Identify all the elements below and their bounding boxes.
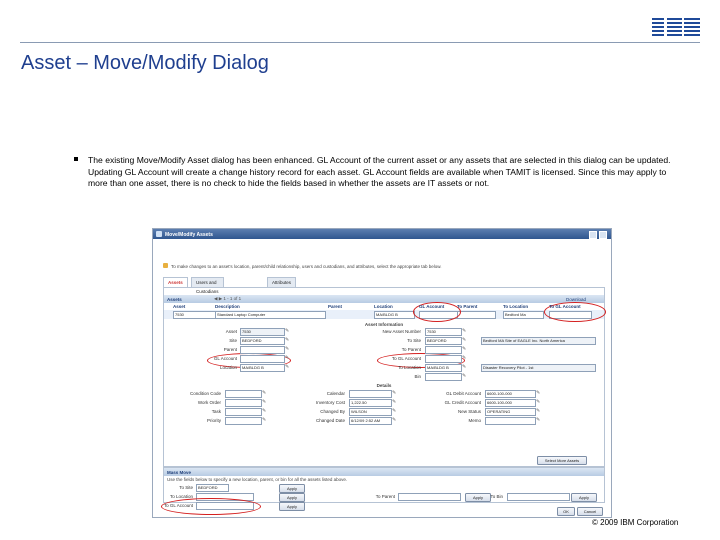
info-field[interactable]: BEDFORD <box>240 337 285 345</box>
bullet-item <box>74 155 684 190</box>
edit-icon[interactable]: ✎ <box>285 355 290 361</box>
info-field[interactable] <box>240 346 285 354</box>
row-description[interactable]: Standard Laptop Computer <box>215 311 326 319</box>
edit-icon[interactable]: ✎ <box>392 417 397 423</box>
edit-icon[interactable]: ✎ <box>262 417 267 423</box>
ok-button[interactable]: OK <box>557 507 575 516</box>
edit-icon[interactable]: ✎ <box>392 399 397 405</box>
detail-label: GL Credit Account <box>444 400 481 405</box>
info-description: Bedford MA Site of EAGLE Inc. North America <box>481 337 596 345</box>
info-label: Site <box>229 338 237 343</box>
row-to-location[interactable]: Bedford Ma <box>503 311 544 319</box>
apply-parent-button[interactable]: Apply <box>465 493 491 502</box>
minimize-icon[interactable] <box>589 231 597 239</box>
download-link[interactable]: Download <box>566 297 587 302</box>
detail-label: Changed By <box>320 409 345 414</box>
info-label: To Parent <box>401 347 421 352</box>
info-label: To Location <box>397 365 421 370</box>
assets-table-bar <box>164 295 604 303</box>
column-header[interactable]: Description <box>215 304 240 309</box>
row-to-parent[interactable] <box>457 311 496 319</box>
to-parent-label: To Parent <box>375 494 395 499</box>
info-field[interactable]: 7530 <box>240 328 285 336</box>
info-field[interactable] <box>425 346 462 354</box>
edit-icon[interactable]: ✎ <box>462 337 467 343</box>
edit-icon[interactable]: ✎ <box>536 390 541 396</box>
detail-field[interactable] <box>349 390 392 398</box>
row-location[interactable]: MA/BLDG B <box>374 311 415 319</box>
edit-icon[interactable]: ✎ <box>262 390 267 396</box>
detail-label: Work Order <box>197 400 221 405</box>
detail-label: Task <box>211 409 221 414</box>
to-parent-input[interactable] <box>398 493 461 501</box>
dialog-screenshot <box>152 228 612 518</box>
to-location-label: To Location <box>169 494 193 499</box>
detail-field[interactable]: WILSON <box>349 408 392 416</box>
detail-field[interactable]: OPERATING <box>485 408 536 416</box>
info-field[interactable]: BEDFORD <box>425 337 462 345</box>
detail-label: Changed Date <box>315 418 345 423</box>
apply-gl-account-button[interactable]: Apply <box>279 502 305 511</box>
column-header[interactable]: To GL Account <box>549 304 581 309</box>
detail-label: New Status <box>457 409 481 414</box>
info-label: Parent <box>223 347 237 352</box>
detail-field[interactable] <box>225 417 262 425</box>
info-description: Disaster Recovery Pilot - 1st <box>481 364 596 372</box>
edit-icon[interactable]: ✎ <box>536 408 541 414</box>
info-label: To GL Account <box>391 356 421 361</box>
tab-attributes[interactable]: Attributes <box>267 277 296 287</box>
to-gl-account-mass-highlight <box>161 498 261 515</box>
detail-label: Condition Code <box>189 391 221 396</box>
edit-icon[interactable]: ✎ <box>392 408 397 414</box>
mass-move-title: Mass Move <box>167 470 192 475</box>
edit-icon[interactable]: ✎ <box>262 399 267 405</box>
to-site-input[interactable]: BEDFORD <box>196 484 229 492</box>
details-title: Details <box>376 383 392 388</box>
edit-icon[interactable]: ✎ <box>462 328 467 334</box>
column-header[interactable]: GL Account <box>419 304 445 309</box>
detail-field[interactable]: 1,222.50 <box>349 399 392 407</box>
column-header[interactable]: Location <box>374 304 393 309</box>
edit-icon[interactable]: ✎ <box>462 373 467 379</box>
dialog-title: Move/Modify Assets <box>165 231 213 238</box>
info-icon <box>163 263 168 268</box>
edit-icon[interactable]: ✎ <box>262 408 267 414</box>
bullet-text: The existing Move/Modify Asset dialog has been enhanced. GL Account of the current asset or any assets that are selected in this dialog can be updated. Updating GL Account will create a change history record for each asset. GL Account fields are available when TAMIT is licensed. Since this may apply to more than one asset, there is no check to hide the fields based in whether the assets are IT assets or not. <box>88 155 671 188</box>
to-bin-label: To Bin <box>490 494 503 499</box>
close-icon[interactable] <box>599 231 607 239</box>
info-field[interactable] <box>425 355 462 363</box>
detail-field[interactable] <box>225 390 262 398</box>
column-header[interactable]: To Parent <box>457 304 478 309</box>
row-asset[interactable]: 7530 <box>173 311 216 319</box>
detail-field[interactable] <box>225 408 262 416</box>
cancel-button[interactable]: Cancel <box>577 507 603 516</box>
dialog-titlebar <box>153 229 611 239</box>
edit-icon[interactable]: ✎ <box>285 364 290 370</box>
info-field[interactable]: MA/BLDG B <box>240 364 285 372</box>
detail-label: Inventory Cost <box>315 400 345 405</box>
mass-move-instruction: Use the fields below to specify a new location, parent, or bin for all the assets listed above. <box>167 477 348 482</box>
detail-field[interactable] <box>225 399 262 407</box>
info-label: GL Account <box>213 356 237 361</box>
apply-site-button[interactable]: Apply <box>279 484 305 493</box>
info-field[interactable] <box>425 373 462 381</box>
edit-icon[interactable]: ✎ <box>285 346 290 352</box>
edit-icon[interactable]: ✎ <box>392 390 397 396</box>
edit-icon[interactable]: ✎ <box>462 355 467 361</box>
tab-assets[interactable]: Assets <box>163 277 188 287</box>
edit-icon[interactable]: ✎ <box>285 328 290 334</box>
edit-icon[interactable]: ✎ <box>462 364 467 370</box>
apply-location-button[interactable]: Apply <box>279 493 305 502</box>
tab-users-custodians[interactable]: Users and Custodians <box>191 277 224 287</box>
edit-icon[interactable]: ✎ <box>536 399 541 405</box>
detail-field[interactable]: 6600-100-000 <box>485 399 536 407</box>
edit-icon[interactable]: ✎ <box>462 346 467 352</box>
detail-field[interactable]: 6/12/09 2:52 AM <box>349 417 392 425</box>
info-label: Location <box>219 365 237 370</box>
edit-icon[interactable]: ✎ <box>536 417 541 423</box>
asset-info-title: Asset Information <box>364 322 404 327</box>
info-field[interactable]: MA/BLDG B <box>425 364 462 372</box>
slide-title: Asset – Move/Modify Dialog <box>21 52 269 74</box>
column-header[interactable]: To Location <box>503 304 529 309</box>
table-nav[interactable]: ◀ ▶ 1 - 1 of 1 <box>214 296 242 301</box>
info-field[interactable]: 7530 <box>425 328 462 336</box>
detail-label: Memo <box>468 418 481 423</box>
to-gl-account-label: To GL Account <box>163 503 193 508</box>
edit-icon[interactable]: ✎ <box>285 337 290 343</box>
copyright-footer: © 2009 IBM Corporation <box>592 518 679 527</box>
ibm-logo <box>652 17 700 39</box>
detail-field[interactable]: 6600-100-000 <box>485 390 536 398</box>
info-label: To Site <box>407 338 421 343</box>
to-bin-input[interactable] <box>507 493 570 501</box>
title-rule <box>20 42 700 43</box>
dialog-instruction: To make changes to an asset's location, parent/child relationship, users and custodians, and attributes, select the appropriate tab below. <box>171 264 442 269</box>
detail-field[interactable] <box>485 417 536 425</box>
info-field[interactable] <box>240 355 285 363</box>
info-label: Bin <box>414 374 421 379</box>
info-label: New Asset Number <box>382 329 421 334</box>
mass-move-bar <box>164 468 604 476</box>
select-more-assets-button[interactable]: Select More Assets <box>537 456 587 465</box>
detail-label: Calendar <box>326 391 345 396</box>
column-header[interactable]: Parent <box>328 304 343 309</box>
bullet-marker <box>74 157 78 161</box>
info-label: Asset <box>225 329 237 334</box>
apply-bin-button[interactable]: Apply <box>571 493 597 502</box>
detail-label: Priority <box>206 418 221 423</box>
to-site-label: To Site <box>179 485 193 490</box>
column-header[interactable]: Asset <box>173 304 186 309</box>
app-icon <box>156 231 162 237</box>
assets-section-title: Assets <box>167 297 182 302</box>
detail-label: GL Debit Account <box>446 391 481 396</box>
